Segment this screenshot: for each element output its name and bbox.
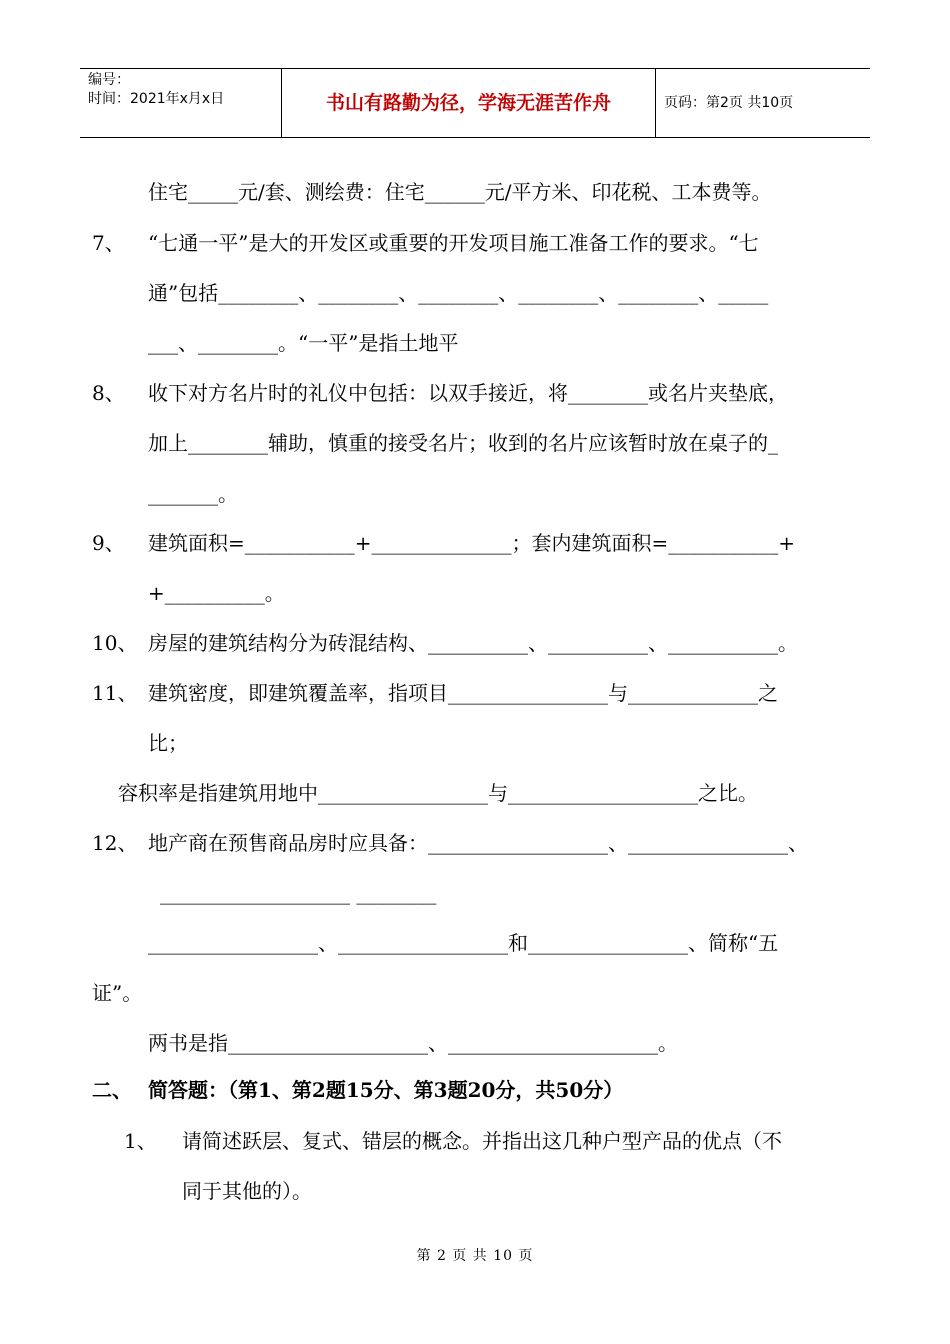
question-11-line-2: 比； — [148, 731, 188, 755]
short-answer-1-line-2: 同于其他的）。 — [182, 1179, 312, 1203]
header-date: 时间：2021年x月x日 — [88, 91, 225, 107]
question-12-line-3: _________________、_________________和________________、简称“五 — [148, 931, 779, 955]
question-8-line-1: 收下对方名片时的礼仪中包括：以双手接近，将________或名片夹垫底， — [148, 381, 788, 405]
question-12-line-1: 地产商在预售商品房时应具备：__________________、________________、 — [148, 831, 808, 855]
question-12-line-2: ___________________ ________ — [160, 881, 437, 905]
question-8-line-3: _______。 — [148, 482, 238, 506]
question-7-line-3: ___、________。“一平”是指土地平 — [148, 331, 459, 355]
header-info-cell — [80, 69, 282, 137]
header-page-info: 页码：第2页 共10页 — [664, 95, 794, 111]
question-number-10: 10、 — [92, 631, 138, 655]
question-9-line-2: +__________。 — [148, 581, 285, 605]
question-number-11: 11、 — [92, 681, 138, 705]
question-number-8: 8、 — [92, 381, 125, 405]
header-motto: 书山有路勤为径，学海无涯苦作舟 — [282, 69, 656, 137]
question-12-line-4: 证”。 — [92, 981, 143, 1005]
section-2-number: 二、 — [92, 1078, 132, 1102]
section-2-title: 简答题：（第1、第2题15分、第3题20分，共50分） — [148, 1078, 624, 1102]
short-answer-number-1: 1、 — [124, 1129, 157, 1153]
page-header — [80, 68, 870, 138]
question-7-line-1: “七通一平”是大的开发区或重要的开发项目施工准备工作的要求。“七 — [148, 231, 759, 255]
question-number-9: 9、 — [92, 531, 125, 555]
question-number-7: 7、 — [92, 231, 125, 255]
question-11-line-1: 建筑密度，即建筑覆盖率，指项目________________与_____________之 — [148, 681, 778, 705]
question-9-line-1: 建筑面积=___________+______________；套内建筑面积=___________+ — [148, 531, 796, 555]
page-footer: 第 2 页 共 10 页 — [416, 1248, 534, 1264]
question-12-line-5: 两书是指____________________、_____________________。 — [148, 1031, 678, 1055]
header-code-label: 编号： — [88, 72, 130, 88]
question-8-line-2: 加上________辅助，慎重的接受名片；收到的名片应该暂时放在桌子的_ — [148, 431, 778, 455]
short-answer-1-line-1: 请简述跃层、复式、错层的概念。并指出这几种户型产品的优点（不 — [182, 1129, 782, 1153]
question-10-line: 房屋的建筑结构分为砖混结构、__________、__________、___________。 — [148, 631, 798, 655]
question-11-line-3: 容积率是指建筑用地中_________________与___________________之比。 — [118, 781, 758, 805]
question-7-line-2: 通”包括________、________、________、________、________、_____ — [148, 281, 769, 305]
question-number-12: 12、 — [92, 831, 138, 855]
fee-line: 住宅_____元/套、测绘费：住宅______元/平方米、印花税、工本费等。 — [148, 180, 772, 204]
